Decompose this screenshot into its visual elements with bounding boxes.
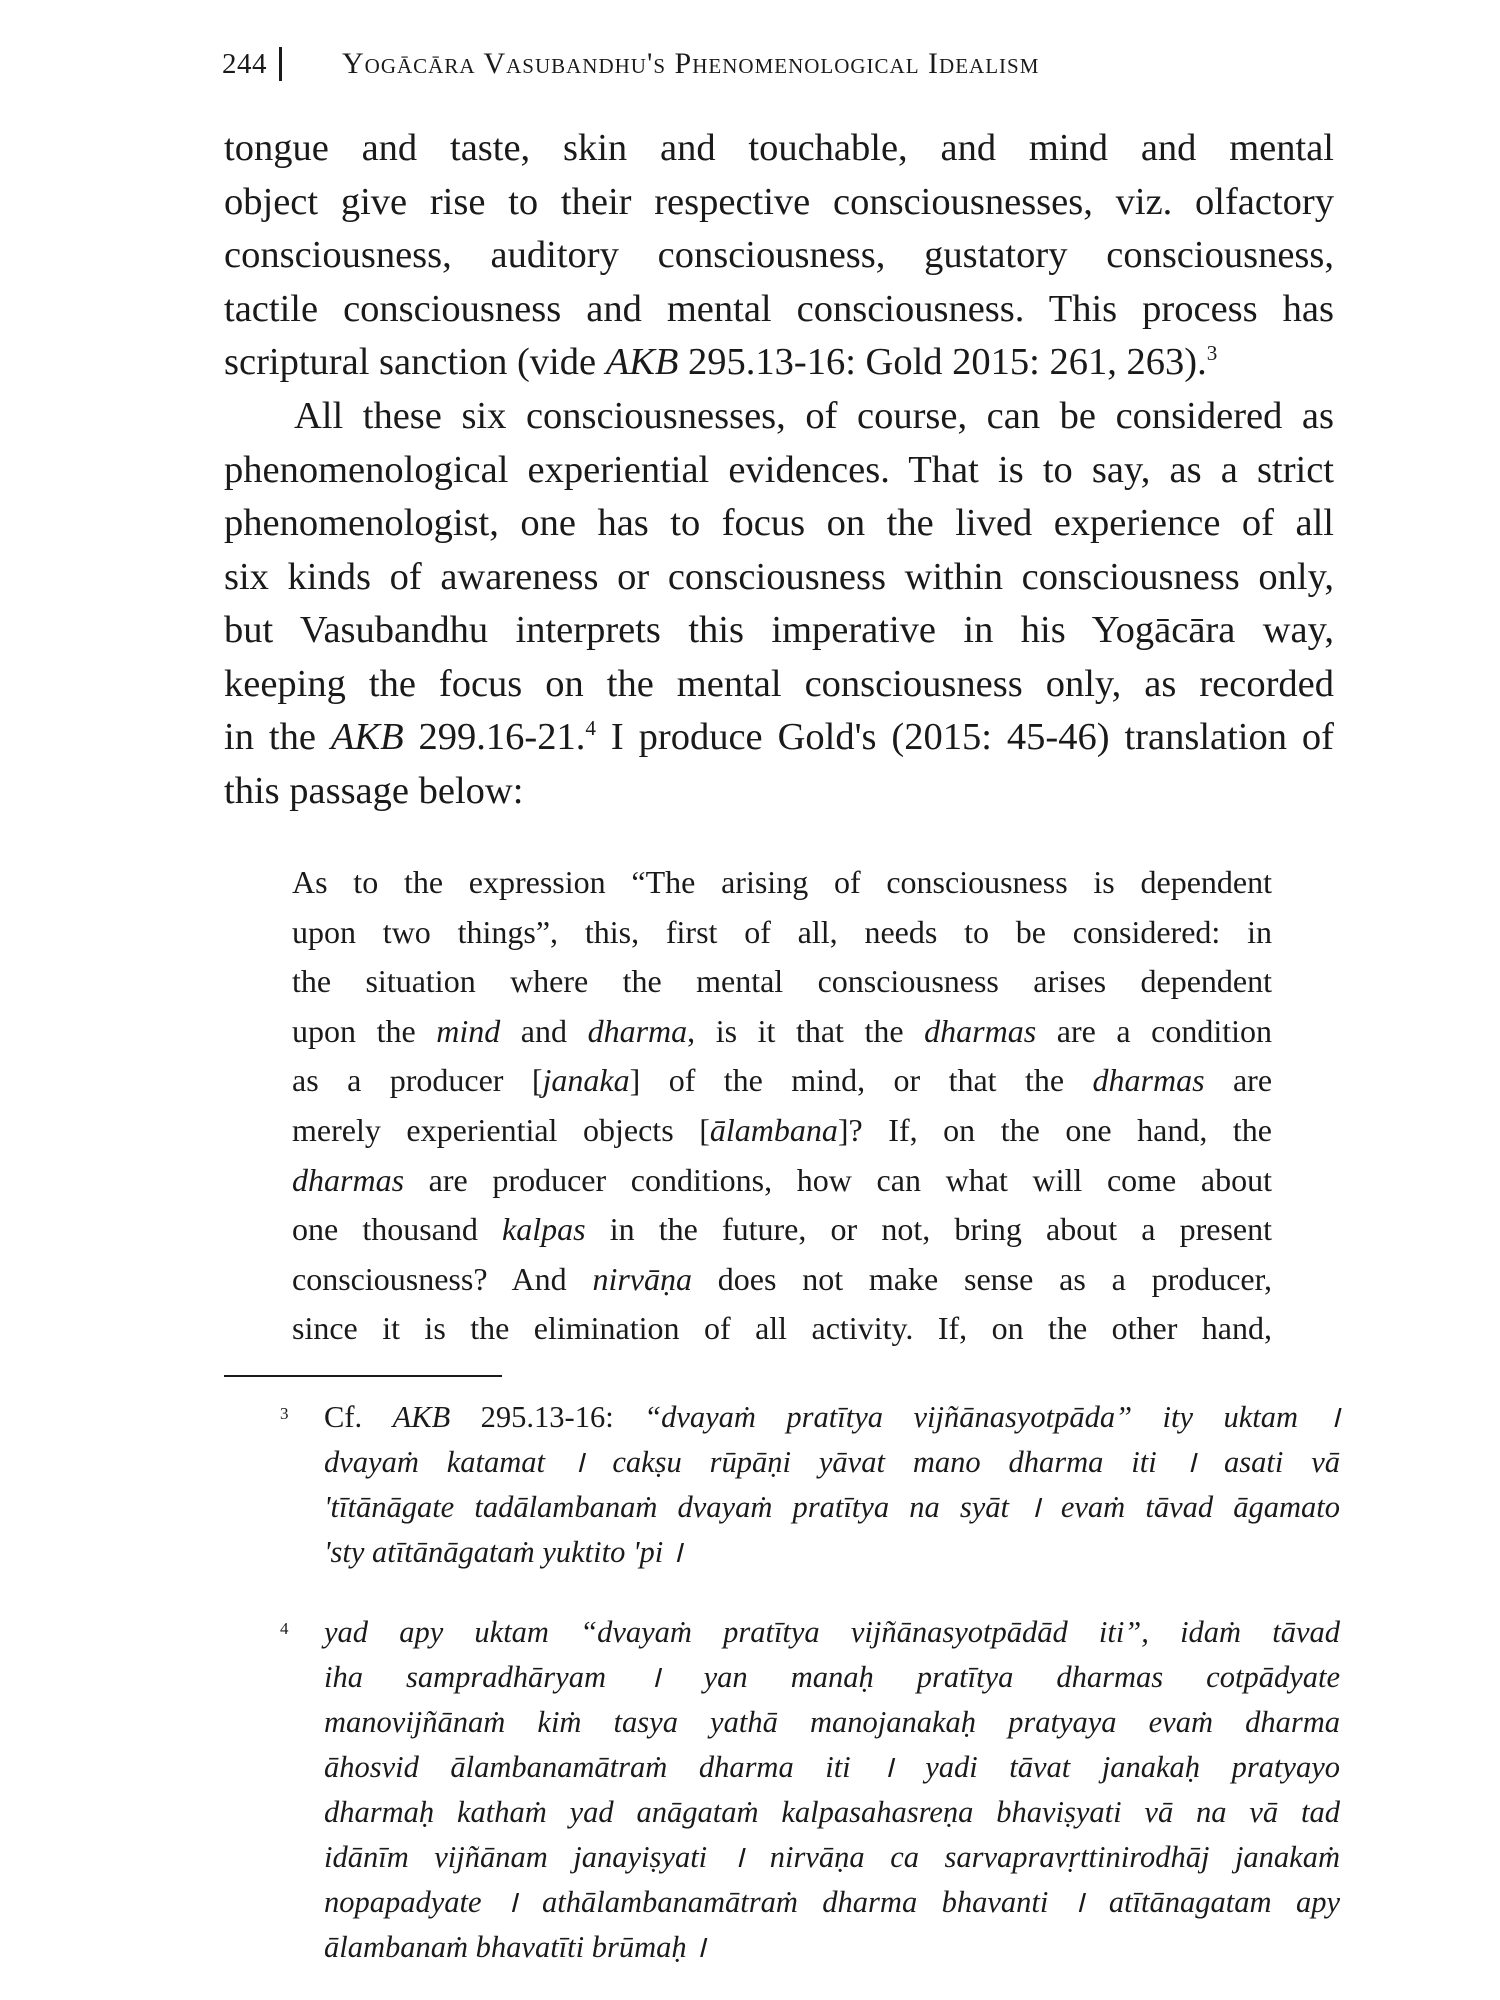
- paragraph-2: [224, 390, 1334, 818]
- text-line: phenomenologist, one has to focus on the lived experience of all: [224, 502, 1334, 544]
- text-span: are producer conditions, how can what will come about: [404, 1161, 1272, 1198]
- footnote-4: [280, 1610, 1340, 1970]
- footnote-ref-3[interactable]: 3: [1206, 341, 1218, 366]
- text-span: are a condition: [1036, 1012, 1273, 1049]
- footnote-line: 'sty atītānāgataṁ yuktito 'pi ।: [324, 1535, 683, 1569]
- footnote-text: [324, 1395, 1340, 1575]
- text-span: merely experiential objects [: [292, 1111, 710, 1148]
- text-line: All these six consciousnesses, of course, can be considered as: [294, 395, 1334, 437]
- quote-line: upon two things”, this, first of all, needs to be considered: in: [292, 913, 1272, 950]
- text-span: consciousness? And: [292, 1260, 593, 1297]
- italic-abbrev-akb: AKB: [392, 1400, 451, 1434]
- text-span: 295.13-16: Gold 2015: 261, 263).: [678, 341, 1207, 383]
- quote-line: since it is the elimination of all activity. If, on the other hand,: [292, 1310, 1272, 1347]
- italic-term: ālambana: [709, 1111, 838, 1148]
- quote-line: [292, 1056, 1272, 1106]
- footnote-marker: 3: [280, 1404, 289, 1423]
- quote-line: [292, 1156, 1272, 1206]
- block-quote: [292, 858, 1272, 1354]
- footnote-3: [280, 1395, 1340, 1575]
- footnote-line: [324, 1395, 1340, 1440]
- italic-term: nirvāṇa: [592, 1260, 692, 1297]
- running-title: Yogācāra Vasubandhu's Phenomenological Idealism: [342, 47, 1040, 80]
- header-divider: [279, 47, 282, 81]
- footnote-line: yad apy uktam “dvayaṁ pratītya vijñānasyotpādād iti”, idaṁ tāvad: [324, 1615, 1340, 1649]
- quote-line: [292, 1007, 1272, 1057]
- italic-abbrev-akb: AKB: [605, 341, 679, 383]
- footnote-line: dharmaḥ kathaṁ yad anāgataṁ kalpasahasreṇa bhaviṣyati vā na vā tad: [324, 1795, 1340, 1829]
- italic-abbrev-akb: AKB: [330, 716, 404, 758]
- text-line: consciousness, auditory consciousness, gustatory consciousness,: [224, 234, 1334, 276]
- quote-line: the situation where the mental consciousness arises dependent: [292, 963, 1272, 1000]
- text-span: ] of the mind, or that the: [629, 1062, 1093, 1099]
- footnote-line: 'tītānāgate tadālambanaṁ dvayaṁ pratītya na syāt । evaṁ tāvad āgamato: [324, 1490, 1340, 1524]
- footnote-line: āhosvid ālambanamātraṁ dharma iti । yadi tāvat janakaḥ pratyayo: [324, 1750, 1340, 1784]
- footnote-line: nopapadyate । athālambanamātraṁ dharma bhavanti । atītānagatam apy: [324, 1885, 1340, 1919]
- text-span: Cf.: [324, 1400, 393, 1434]
- text-line: tongue and taste, skin and touchable, and mind and mental: [224, 127, 1334, 169]
- running-header: [222, 40, 1342, 88]
- italic-term: dharma: [587, 1012, 688, 1049]
- italic-term: mind: [436, 1012, 501, 1049]
- text-line: tactile consciousness and mental consciousness. This process has: [224, 287, 1334, 330]
- text-span: are: [1204, 1062, 1273, 1099]
- text-span: I produce Gold's (2015: 45-46) translation of: [595, 716, 1335, 758]
- footnote-line: idānīm vijñānam janayiṣyati । nirvāṇa ca sarvapravṛttinirodhāj janakaṁ: [324, 1840, 1340, 1874]
- text-line: six kinds of awareness or consciousness within consciousness only,: [224, 555, 1334, 598]
- text-line: but Vasubandhu interprets this imperative in his Yogācāra way,: [224, 609, 1334, 651]
- quote-line: As to the expression “The arising of consciousness is dependent: [292, 864, 1272, 900]
- italic-term: dharmas: [292, 1161, 405, 1198]
- text-span: scriptural sanction (vide: [224, 341, 606, 383]
- italic-term: kalpas: [502, 1211, 586, 1248]
- quote-line: [292, 1205, 1272, 1255]
- text-line: phenomenological experiential evidences. That is to say, as a strict: [224, 448, 1334, 491]
- text-span: 295.13-16:: [450, 1400, 645, 1434]
- text-line: this passage below:: [224, 769, 524, 812]
- text-line: [224, 336, 1334, 390]
- quote-line: [292, 1255, 1272, 1305]
- text-span: ]? If, on the one hand, the: [837, 1111, 1272, 1148]
- footnote-line: dvayaṁ katamat । cakṣu rūpāṇi yāvat mano dharma iti । asati vā: [324, 1445, 1340, 1479]
- footnote-line: iha sampradhāryam । yan manaḥ pratītya dharmas cotpādyate: [324, 1660, 1340, 1694]
- sanskrit-text: “dvayaṁ pratītya vijñānasyotpāda” ity uktam ।: [644, 1400, 1340, 1434]
- text-line: [224, 711, 1334, 765]
- footnote-text: [324, 1610, 1340, 1970]
- paragraph-1: [224, 122, 1334, 390]
- page-number: 244: [222, 47, 267, 80]
- text-span: upon the: [292, 1012, 437, 1049]
- italic-term: janaka: [542, 1062, 630, 1099]
- footnote-line: ālambanaṁ bhavatīti brūmaḥ ।: [324, 1930, 706, 1964]
- text-span: one thousand: [292, 1211, 503, 1248]
- text-span: as a producer [: [292, 1062, 543, 1099]
- text-line: keeping the focus on the mental consciousness only, as recorded: [224, 662, 1334, 705]
- text-span: in the future, or not, bring about a present: [585, 1211, 1273, 1248]
- italic-term: dharmas: [924, 1012, 1037, 1049]
- text-span: , is it that the: [687, 1012, 925, 1049]
- italic-term: dharmas: [1092, 1062, 1205, 1099]
- text-line: object give rise to their respective consciousnesses, viz. olfactory: [224, 180, 1334, 223]
- quote-line: [292, 1106, 1272, 1156]
- footnote-marker: 4: [280, 1619, 289, 1638]
- text-span: 299.16-21.: [403, 716, 586, 758]
- footnote-separator: [224, 1375, 502, 1377]
- text-span: does not make sense as a producer,: [692, 1260, 1273, 1297]
- footnote-ref-4[interactable]: 4: [585, 716, 596, 741]
- text-span: in the: [224, 716, 331, 758]
- text-span: and: [500, 1012, 588, 1049]
- footnote-line: manovijñānaṁ kiṁ tasya yathā manojanakaḥ pratyaya evaṁ dharma: [324, 1705, 1340, 1739]
